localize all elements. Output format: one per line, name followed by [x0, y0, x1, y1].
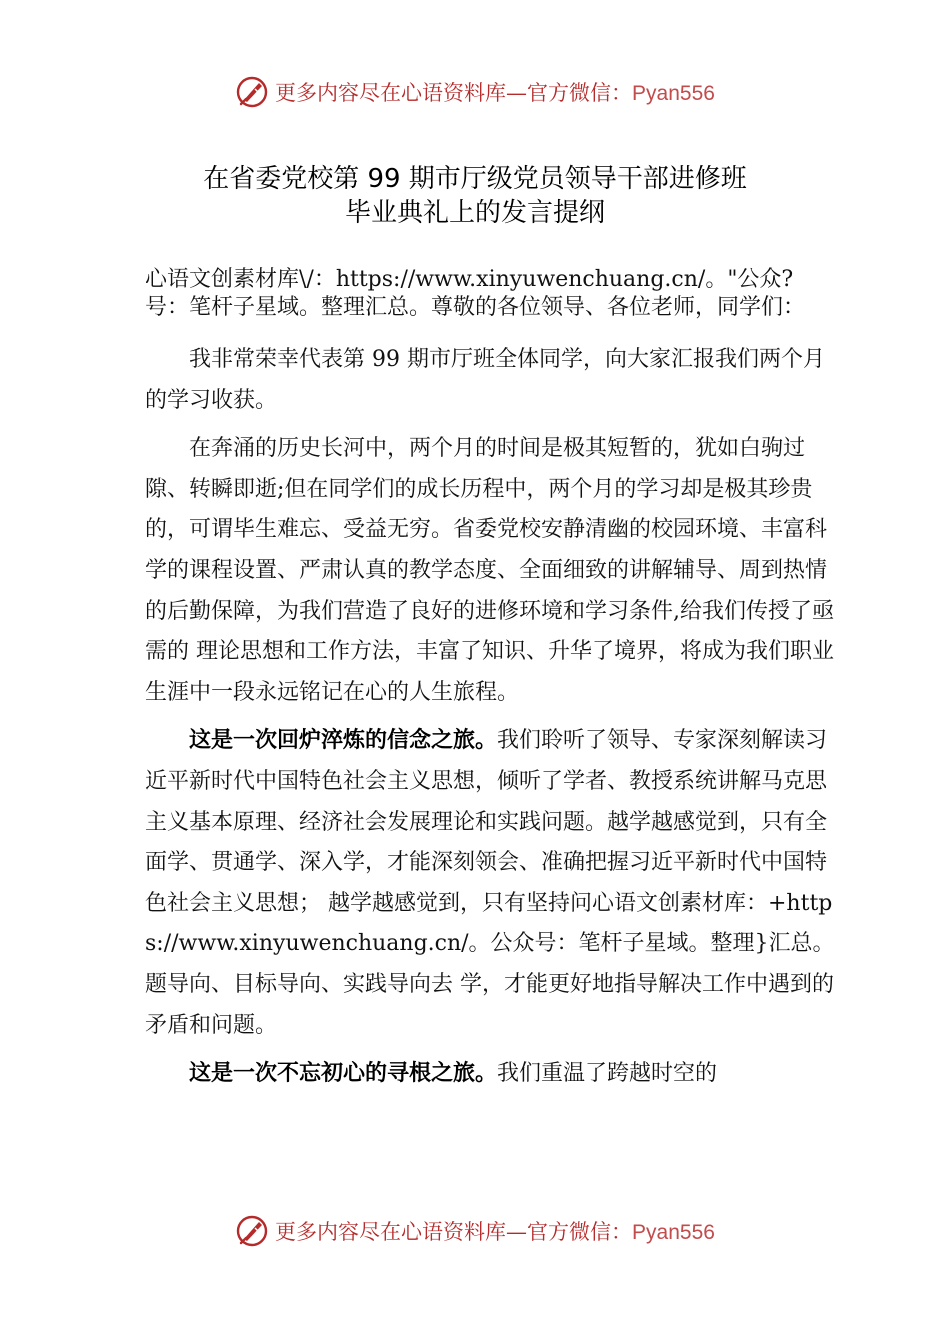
footer-banner: [0, 1211, 950, 1251]
intro-paragraph: 心语文创素材库\/：https://www.xinyuwenchuang.cn/。"公众?号：笔杆子星域。整理汇总。尊敬的各位领导、各位老师，同学们：: [145, 267, 806, 320]
paragraph-text: 在奔涌的历史长河中，两个月的时间是极其短暂的，犹如白驹过隙、转瞬即逝;但在同学们的成长历程中，两个月的学习却是极其珍贵的，可谓毕生难忘、受益无穷。省委党校安静清幽的校园环境、丰富科学的课程设置、严肃认真的教学态度、全面细致的讲解辅导、周到热情的后勤保障，为我们营造了良好的进修环境和学习条件,给我们传授了亟需的 理论思想和工作方法，丰富了知识、升华了境界，将成为我们职业生涯中一段永远铭记在心的人生旅程。: [145, 436, 834, 705]
body-paragraph-1: [145, 340, 835, 421]
quill-pen-logo-icon: [235, 1214, 269, 1248]
quill-pen-logo-icon: [235, 75, 269, 109]
title-line-1: 在省委党校第 99 期市厅级党员领导干部进修班: [203, 164, 747, 194]
paragraph-lead-heading: 这是一次不忘初心的寻根之旅。: [189, 1061, 498, 1087]
document-title: [0, 162, 950, 230]
document-body: [145, 266, 835, 1103]
banner-wechat-id: Pyan556: [632, 1221, 715, 1244]
banner-slogan: [275, 1216, 715, 1246]
title-line-2: 毕业典礼上的发言提纲: [344, 198, 605, 228]
banner-wechat-id: Pyan556: [632, 82, 715, 105]
body-paragraph-3: [145, 721, 835, 1046]
paragraph-text: 我们重温了跨越时空的: [497, 1061, 718, 1087]
paragraph-text: 我非常荣幸代表第 99 期市厅班全体同学，向大家汇报我们两个月的学习收获。: [145, 347, 825, 413]
body-paragraph-4: [145, 1054, 835, 1095]
banner-slogan-text: 更多内容尽在心语资料库—官方微信：: [275, 81, 633, 105]
paragraph-lead-heading: 这是一次回炉淬炼的信念之旅。: [189, 728, 498, 754]
body-paragraph-2: [145, 429, 835, 713]
banner-slogan-text: 更多内容尽在心语资料库—官方微信：: [275, 1220, 633, 1244]
banner-slogan: [275, 77, 715, 107]
header-banner: [0, 72, 950, 112]
paragraph-text: 我们聆听了领导、专家深刻解读习近平新时代中国特色社会主义思想，倾听了学者、教授系统讲解马克思主义基本原理、经济社会发展理论和实践问题。越学越感觉到，只有全面学、贯通学、深入学，才能深刻领会、准确把握习近平新时代中国特色社会主义思想； 越学越感觉到，只有坚持问心语文创素材库：+https://www.xinyuwenchuang.cn/。公众号：笔杆子星域。整理}汇总。题导向、目标导向、实践导向去 学，才能更好地指导解决工作中遇到的矛盾和问题。: [145, 728, 835, 1038]
